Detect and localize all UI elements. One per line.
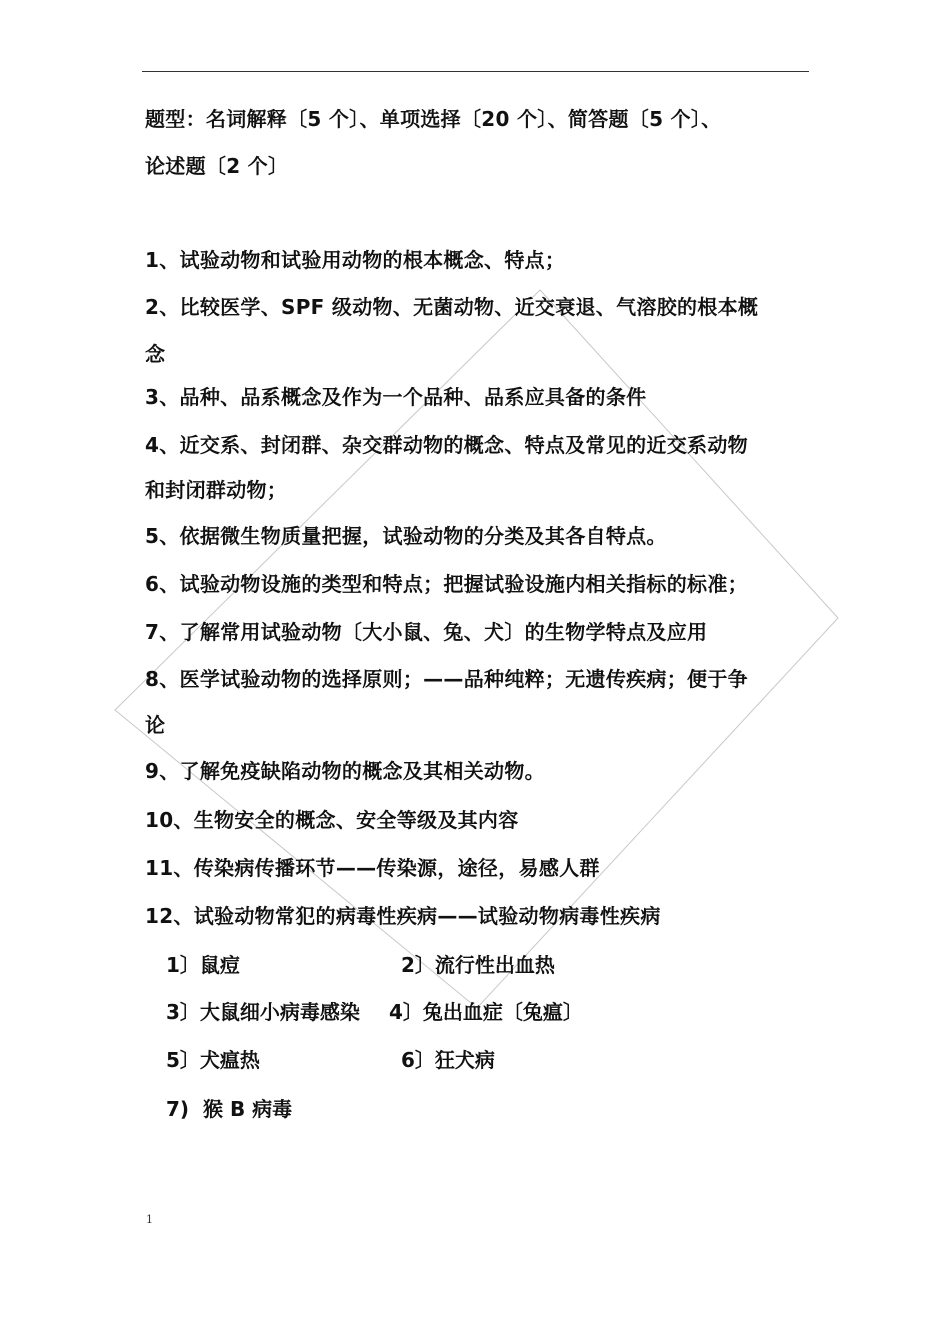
item-11: 11、传染病传播环节——传染源，途径，易感人群 [145, 856, 600, 880]
header-rule [142, 71, 809, 72]
item-2-cont: 念 [145, 342, 166, 366]
disease-3: 3〕大鼠细小病毒感染 [166, 1000, 360, 1024]
disease-5: 5〕犬瘟热 [166, 1048, 260, 1072]
disease-2: 2〕流行性出血热 [401, 953, 555, 977]
item-4: 4、近交系、封闭群、杂交群动物的概念、特点及常见的近交系动物 [145, 433, 748, 457]
disease-7: 7) 猴 B 病毒 [166, 1097, 293, 1121]
item-2: 2、比较医学、SPF 级动物、无菌动物、近交衰退、气溶胶的根本概 [145, 295, 759, 319]
disease-6: 6〕狂犬病 [401, 1048, 495, 1072]
item-10: 10、生物安全的概念、安全等级及其内容 [145, 808, 519, 832]
item-1: 1、试验动物和试验用动物的根本概念、特点； [145, 248, 566, 272]
disease-4: 4〕兔出血症〔兔瘟〕 [389, 1000, 583, 1024]
item-8: 8、医学试验动物的选择原则；——品种纯粹；无遗传疾病；便于争 [145, 667, 748, 691]
exam-format-line-1: 题型：名词解释〔5 个〕、单项选择〔20 个〕、简答题〔5 个〕、 [145, 107, 722, 131]
item-3: 3、品种、品系概念及作为一个品种、品系应具备的条件 [145, 385, 647, 409]
disease-1: 1〕鼠痘 [166, 953, 240, 977]
item-8-cont: 论 [145, 713, 166, 737]
page-number: 1 [146, 1213, 153, 1226]
exam-format-line-2: 论述题〔2 个〕 [145, 154, 289, 178]
item-12: 12、试验动物常犯的病毒性疾病——试验动物病毒性疾病 [145, 904, 661, 928]
item-4-cont: 和封闭群动物； [145, 478, 288, 502]
item-5: 5、依据微生物质量把握，试验动物的分类及其各自特点。 [145, 524, 667, 548]
item-7: 7、了解常用试验动物〔大小鼠、兔、犬〕的生物学特点及应用 [145, 620, 708, 644]
item-9: 9、了解免疫缺陷动物的概念及其相关动物。 [145, 759, 545, 783]
item-6: 6、试验动物设施的类型和特点；把握试验设施内相关指标的标准； [145, 572, 748, 596]
